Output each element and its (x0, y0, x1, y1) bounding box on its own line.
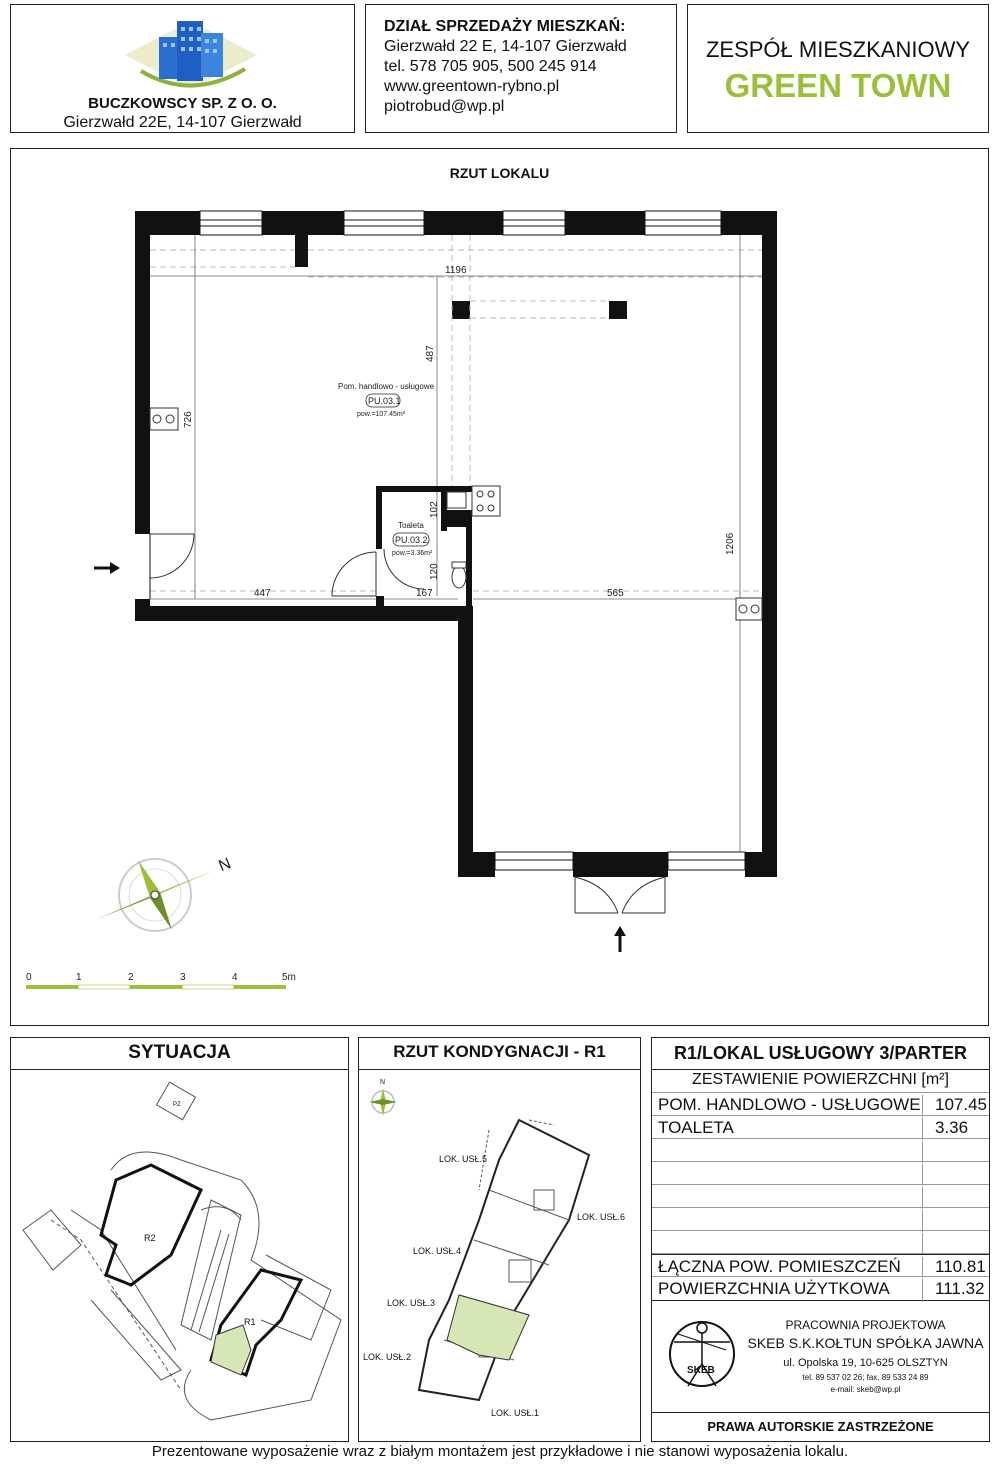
compass-label: N (216, 855, 234, 876)
toilet-bowl (452, 566, 466, 588)
wall-bottom-right-c (745, 852, 777, 877)
wall-left-upper (135, 211, 150, 534)
floor-map (359, 1070, 641, 1442)
skeb-logo (666, 1316, 738, 1398)
scale-label: 4 (232, 972, 238, 983)
sales-website[interactable]: www.greentown-rybno.pl (384, 78, 560, 95)
dim-102: 102 (429, 501, 440, 518)
floor-title: RZUT KONDYGNACJI - R1 (393, 1042, 606, 1061)
summary-usable-row (652, 1277, 989, 1301)
sales-email[interactable]: piotrobud@wp.pl (384, 98, 505, 115)
column-2 (609, 301, 627, 319)
architect-line5: e-mail: skeb@wp.pl (830, 1385, 901, 1394)
rights-text: PRAWA AUTORSKIE ZASTRZEŻONE (707, 1419, 934, 1434)
wall-inner-vertical (458, 606, 473, 877)
dim-1196: 1196 (445, 265, 467, 276)
floor-unit-label: LOK. USŁ.5 (439, 1154, 488, 1164)
scale-bar (26, 972, 296, 989)
dim-120: 120 (429, 563, 440, 580)
window-top-2 (344, 211, 424, 235)
scale-label: 1 (76, 972, 82, 983)
floor-panel (358, 1037, 641, 1442)
installation-box-wc (472, 486, 500, 516)
summary-usable-label: POWIERZCHNIA UŻYTKOWA (658, 1279, 890, 1298)
dim-487: 487 (425, 345, 436, 362)
situation-label-r1: R1 (244, 1317, 256, 1327)
wc-shaft (446, 510, 472, 527)
summary-row-value: 3.36 (922, 1118, 989, 1140)
summary-row-empty (652, 1139, 989, 1162)
sales-line: tel. 578 705 905, 500 245 914 (384, 58, 597, 75)
summary-row-empty (652, 1185, 989, 1208)
summary-total-value: 110.81 (922, 1257, 989, 1278)
dim-726: 726 (183, 411, 194, 428)
company-name: BUCZKOWSCY SP. Z O. O. (88, 95, 277, 112)
summary-row-label: POM. HANDLOWO - USŁUGOWE (658, 1095, 921, 1114)
floor-unit-label: LOK. USŁ.2 (363, 1352, 412, 1362)
project-line2: GREEN TOWN (724, 67, 952, 104)
summary-title: R1/LOKAL USŁUGOWY 3/PARTER (673, 1043, 968, 1063)
window-top-4 (645, 211, 721, 235)
sales-line: Gierzwałd 22 E, 14-107 Gierzwałd (384, 38, 627, 55)
wall-bottom-right-a (458, 852, 495, 877)
floor-unit-label: LOK. USŁ.6 (577, 1212, 626, 1222)
floor-unit-label: LOK. USŁ.3 (387, 1298, 436, 1308)
room-wc-area: pow.=3.36m² (392, 550, 433, 557)
dim-167: 167 (416, 588, 433, 599)
wall-bottom-left (135, 606, 472, 621)
scale-label: 3 (180, 972, 186, 983)
scale-label: 2 (128, 972, 134, 983)
architect-line4: tel. 89 537 02 26; fax. 89 533 24 89 (802, 1373, 929, 1382)
situation-label-pz: PZ (173, 1102, 181, 1108)
wc-sink (447, 492, 466, 508)
door-main-swing-left (575, 877, 618, 913)
summary-row (652, 1116, 989, 1139)
unit-highlight (211, 1325, 251, 1375)
summary-total-label: ŁĄCZNA POW. POMIESZCZEŃ (658, 1257, 901, 1276)
wc-wall-shaft (466, 525, 472, 606)
summary-usable-value: 111.32 (922, 1279, 989, 1302)
sales-title: DZIAŁ SPRZEDAŻY MIESZKAŃ: (384, 18, 626, 35)
room-main-area: pow.=107.45m² (357, 411, 406, 418)
window-top-3 (503, 211, 565, 235)
situation-title: SYTUACJA (128, 1042, 231, 1063)
window-bottom-1 (495, 852, 573, 870)
dashed-lines (150, 235, 762, 591)
walls (135, 211, 777, 877)
compass-small-icon (369, 1079, 397, 1116)
summary-row (652, 1093, 989, 1116)
wall-bottom-right-b (573, 852, 668, 877)
pillar-stub (295, 233, 308, 267)
compass-small-label: N (380, 1079, 386, 1086)
dim-447: 447 (254, 588, 271, 599)
floor-unit-label: LOK. USŁ.1 (491, 1408, 540, 1418)
situation-label-r2: R2 (144, 1233, 156, 1243)
door-wc-swing (332, 552, 376, 596)
summary-row-label: TOALETA (658, 1118, 734, 1137)
footer-note: Prezentowane wyposażenie wraz z białym montażem jest przykładowe i nie stanowi wyposażenia lokalu. (151, 1443, 849, 1460)
architect-line2: SKEB S.K.KOŁTUN SPÓŁKA JAWNA (747, 1335, 984, 1351)
door-main-swing-right (622, 877, 665, 913)
door-left-swing (150, 534, 194, 578)
situation-panel (10, 1037, 349, 1442)
summary-total-row (652, 1254, 989, 1277)
window-top-1 (200, 211, 262, 235)
architect-line1: PRACOWNIA PROJEKTOWA (785, 1318, 946, 1332)
summary-row-empty (652, 1208, 989, 1231)
summary-row-empty (652, 1231, 989, 1254)
floor-unit-label: LOK. USŁ.4 (413, 1246, 462, 1256)
skeb-logo-text: SKEB (687, 1365, 715, 1376)
compass-icon (95, 855, 233, 931)
architect-line3: ul. Opolska 19, 10-625 OLSZTYN (783, 1357, 948, 1369)
scale-label: 5m (282, 972, 296, 983)
room-main-code: PU.03.1 (368, 396, 401, 406)
room-main-name: Pom. handlowo - usługowe (338, 382, 435, 391)
unit-3-highlight (447, 1295, 529, 1360)
column-1 (452, 301, 470, 319)
scale-label: 0 (26, 972, 32, 983)
summary-row-empty (652, 1162, 989, 1185)
summary-subtitle: ZESTAWIENIE POWIERZCHNI [m²] (692, 1071, 949, 1088)
summary-panel (651, 1037, 990, 1442)
dimension-lines (150, 235, 762, 852)
summary-row-value: 107.45 (922, 1095, 989, 1117)
room-wc-code: PU.03.2 (395, 535, 428, 545)
situation-map (11, 1070, 349, 1442)
dim-1206: 1206 (725, 532, 736, 555)
company-address: Gierzwałd 22E, 14-107 Gierzwałd (63, 114, 302, 131)
plan-title: RZUT LOKALU (449, 165, 550, 181)
room-labels (338, 382, 435, 557)
window-bottom-2 (668, 852, 745, 870)
wall-right (762, 211, 777, 877)
room-wc-name: Toaleta (398, 521, 424, 530)
dim-565: 565 (607, 588, 624, 599)
project-line1: ZESPÓŁ MIESZKANIOWY (705, 37, 971, 62)
wc-wall-left (376, 486, 382, 549)
wc-bottom-stub (376, 596, 384, 606)
building-r2 (101, 1165, 201, 1285)
